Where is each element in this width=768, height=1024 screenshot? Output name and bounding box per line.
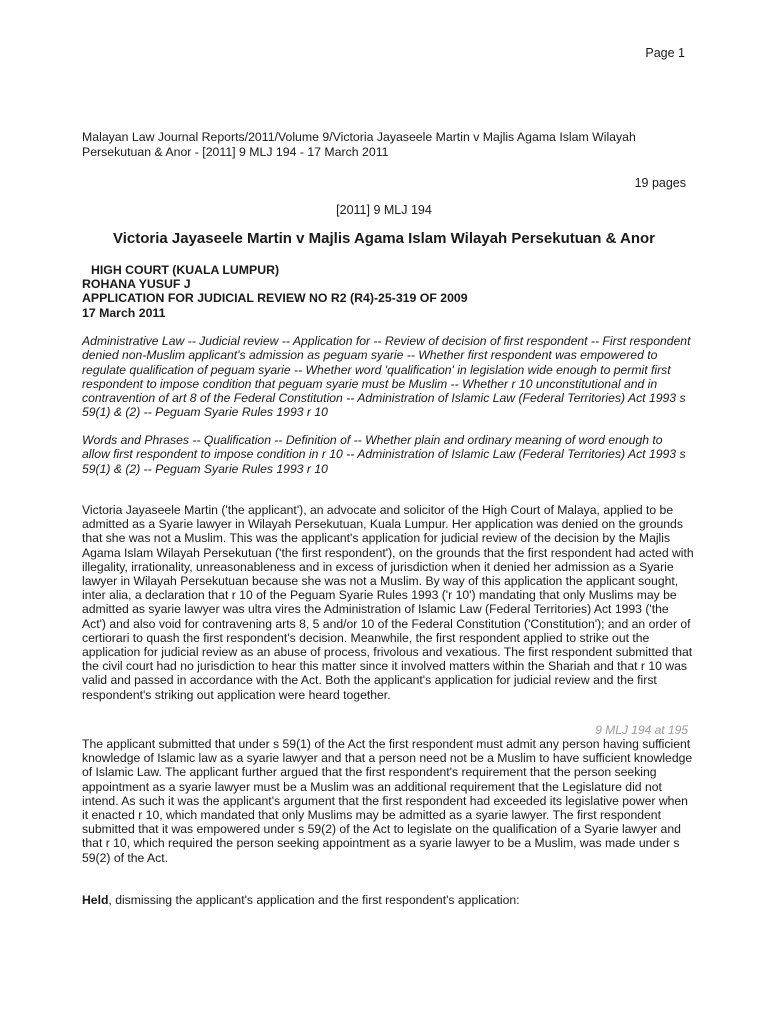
held-line (82, 893, 520, 907)
case-title: Victoria Jayaseele Martin v Majlis Agama Islam Wilayah Persekutuan & Anor (112, 230, 656, 247)
catchwords-administrative-law: Administrative Law -- Judicial review -- Application for -- Review of decision of first respondent -- First respondent denied non-Muslim applicant's admission as peguam syarie -- Whether first respondent was empowered to regulate qualification of peguam syarie -- Whether word 'qualification' in legislation wide enough to permit first respondent to impose condition that peguam syarie must be Muslim -- Whether r 10 unconstitutional and in contravention of art 8 of the Federal Constitution -- Administration of Islamic Law (Federal Territories) Act 1993 s 59(1) & (2) -- Peguam Syarie Rules 1993 r 10 (82, 334, 691, 420)
page-count: 19 pages (634, 176, 686, 190)
page-number: Page 1 (645, 46, 685, 60)
held-label: Held (82, 893, 109, 907)
judgment-date: 17 March 2011 (82, 305, 166, 320)
court-name: HIGH COURT (KUALA LUMPUR) (91, 263, 280, 277)
case-metadata (82, 263, 468, 320)
catchwords-words-and-phrases: Words and Phrases -- Qualification -- Definition of -- Whether plain and ordinary meaning of word enough to allow first respondent to impose condition in r 10 -- Administration of Islamic Law (Federal Territories) Act 1993 s 59(1) & (2) -- Peguam Syarie Rules 1993 r 10 (82, 433, 686, 476)
headnote-paragraph: Victoria Jayaseele Martin ('the applicant'), an advocate and solicitor of the High Court of Malaya, applied to be admitted as a Syarie lawyer in Wilayah Persekutuan, Kuala Lumpur. Her application was denied on the grounds that she was not a Muslim. This was the applicant's application for judicial review of the decision by the Majlis Agama Islam Wilayah Persekutuan ('the first respondent'), on the grounds that the first respondent had acted with illegality, irrationality, unreasonableness and in excess of jurisdiction when it denied her admission as a Syarie lawyer in Wilayah Persekutuan because she was not a Muslim. By way of this application the applicant sought, inter alia, a declaration that r 10 of the Peguam Syarie Rules 1993 ('r 10') mandating that only Muslims may be admitted as syarie lawyer was ultra vires the Administration of Islamic Law (Federal Territories) Act 1993 ('the Act') and also void for contravening arts 8, 5 and/or 10 of the Federal Constitution ('Constitution'); and an order of certiorari to quash the first respondent's decision. Meanwhile, the first respondent applied to strike out the application for judicial review as an abuse of process, frivolous and vexatious. The first respondent submitted that the civil court had no jurisdiction to hear this matter since it involved matters within the Shariah and that r 10 was valid and passed in accordance with the Act. Both the applicant's application for judicial review and the first respondent's striking out application were heard together. (82, 503, 694, 702)
judge-name: ROHANA YUSUF J (82, 277, 191, 292)
headnote-paragraph: The applicant submitted that under s 59(1) of the Act the first respondent must admit any person having sufficient knowledge of Islamic law as a syarie lawyer and that a person need not be a Muslim to have sufficient knowledge of Islamic Law. The applicant further argued that the first respondent's requirement that the person seeking appointment as a syarie lawyer must be a Muslim was an additional requirement that the Legislature did not intend. As such it was the applicant's argument that the first respondent had exceeded its legislative power when it enacted r 10, which mandated that only Muslims may be admitted as a syarie lawyer. The first respondent submitted that it was empowered under s 59(2) of the Act to legislate on the qualification of a Syarie lawyer and that r 10, which required the person seeking appointment as a syarie lawyer to be a Muslim, was made under s 59(2) of the Act. (82, 737, 693, 865)
page-reference: 9 MLJ 194 at 195 (595, 723, 688, 737)
case-citation: [2011] 9 MLJ 194 (336, 203, 432, 217)
application-number: APPLICATION FOR JUDICIAL REVIEW NO R2 (R4)-25-319 OF 2009 (82, 291, 468, 306)
source-line: Malayan Law Journal Reports/2011/Volume 9/Victoria Jayaseele Martin v Majlis Agama Islam Wilayah Persekutuan & Anor - [2011] 9 MLJ 194 - 17 March 2011 (82, 130, 636, 159)
held-text: , dismissing the applicant's application and the first respondent's application: (108, 893, 520, 907)
